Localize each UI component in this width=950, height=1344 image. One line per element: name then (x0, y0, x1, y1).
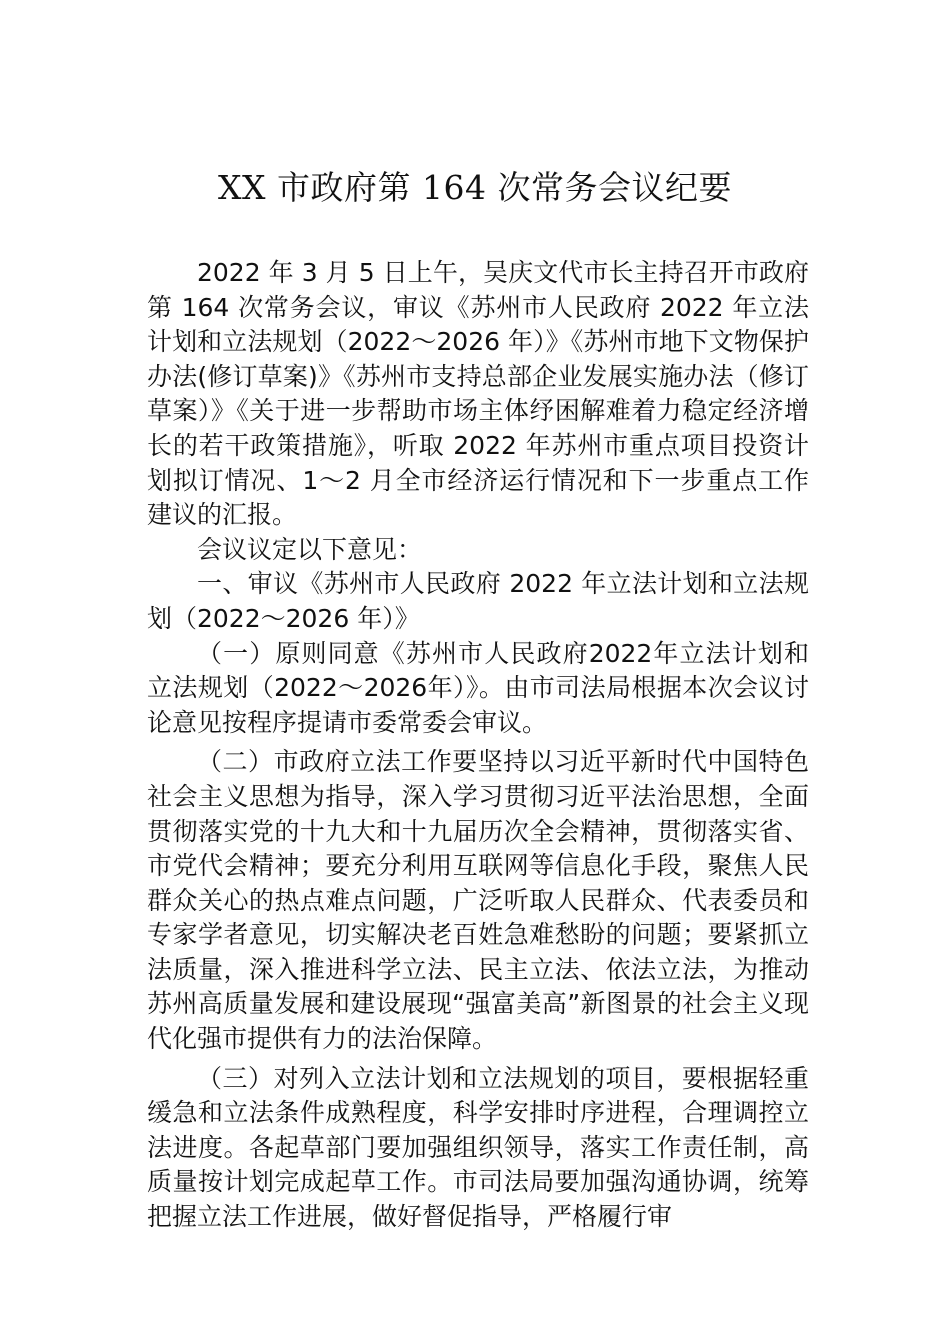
paragraph-intro: 2022 年 3 月 5 日上午，吴庆文代市长主持召开市政府第 164 次常务会议，审议《苏州市人民政府 2022 年立法计划和立法规划（2022～2026 年）》《苏州市地下文物保护办法(修订草案)》《苏州市支持总部企业发展实施办法（修订草案）》《关于进一步帮助市场主体纾困解难着力稳定经济增长的若干政策措施》，听取 2022 年苏州市重点项目投资计划拟订情况、1～2 月全市经济运行情况和下一步重点工作建议的汇报。 (147, 258, 809, 530)
paragraph-item-2: （二）市政府立法工作要坚持以习近平新时代中国特色社会主义思想为指导，深入学习贯彻习近平法治思想，全面贯彻落实党的十九大和十九届历次全会精神，贯彻落实省、市党代会精神；要充分利用互联网等信息化手段，聚焦人民群众关心的热点难点问题，广泛听取人民群众、代表委员和专家学者意见，切实解决老百姓急难愁盼的问题；要紧抓立法质量，深入推进科学立法、民主立法、依法立法，为推动苏州高质量发展和建设展现“强富美高”新图景的社会主义现代化强市提供有力的法治保障。 (147, 747, 809, 1054)
paragraph-item-3: （三）对列入立法计划和立法规划的项目，要根据轻重缓急和立法条件成熟程度，科学安排时序进程，合理调控立法进度。各起草部门要加强组织领导，落实工作责任制，高质量按计划完成起草工作。市司法局要加强沟通协调，统筹把握立法工作进展，做好督促指导，严格履行审 (147, 1063, 809, 1232)
paragraph-agreed-opinions: 会议议定以下意见： (197, 534, 423, 564)
section-heading-1: 一、审议《苏州市人民政府 2022 年立法计划和立法规划（2022～2026 年）》 (147, 569, 809, 633)
document-title: XX 市政府第 164 次常务会议纪要 (218, 168, 732, 207)
paragraph-item-1: （一）原则同意《苏州市人民政府2022年立法计划和立法规划（2022～2026年）》。由市司法局根据本次会议讨论意见按程序提请市委常委会审议。 (147, 638, 809, 737)
document-body (147, 256, 809, 1235)
